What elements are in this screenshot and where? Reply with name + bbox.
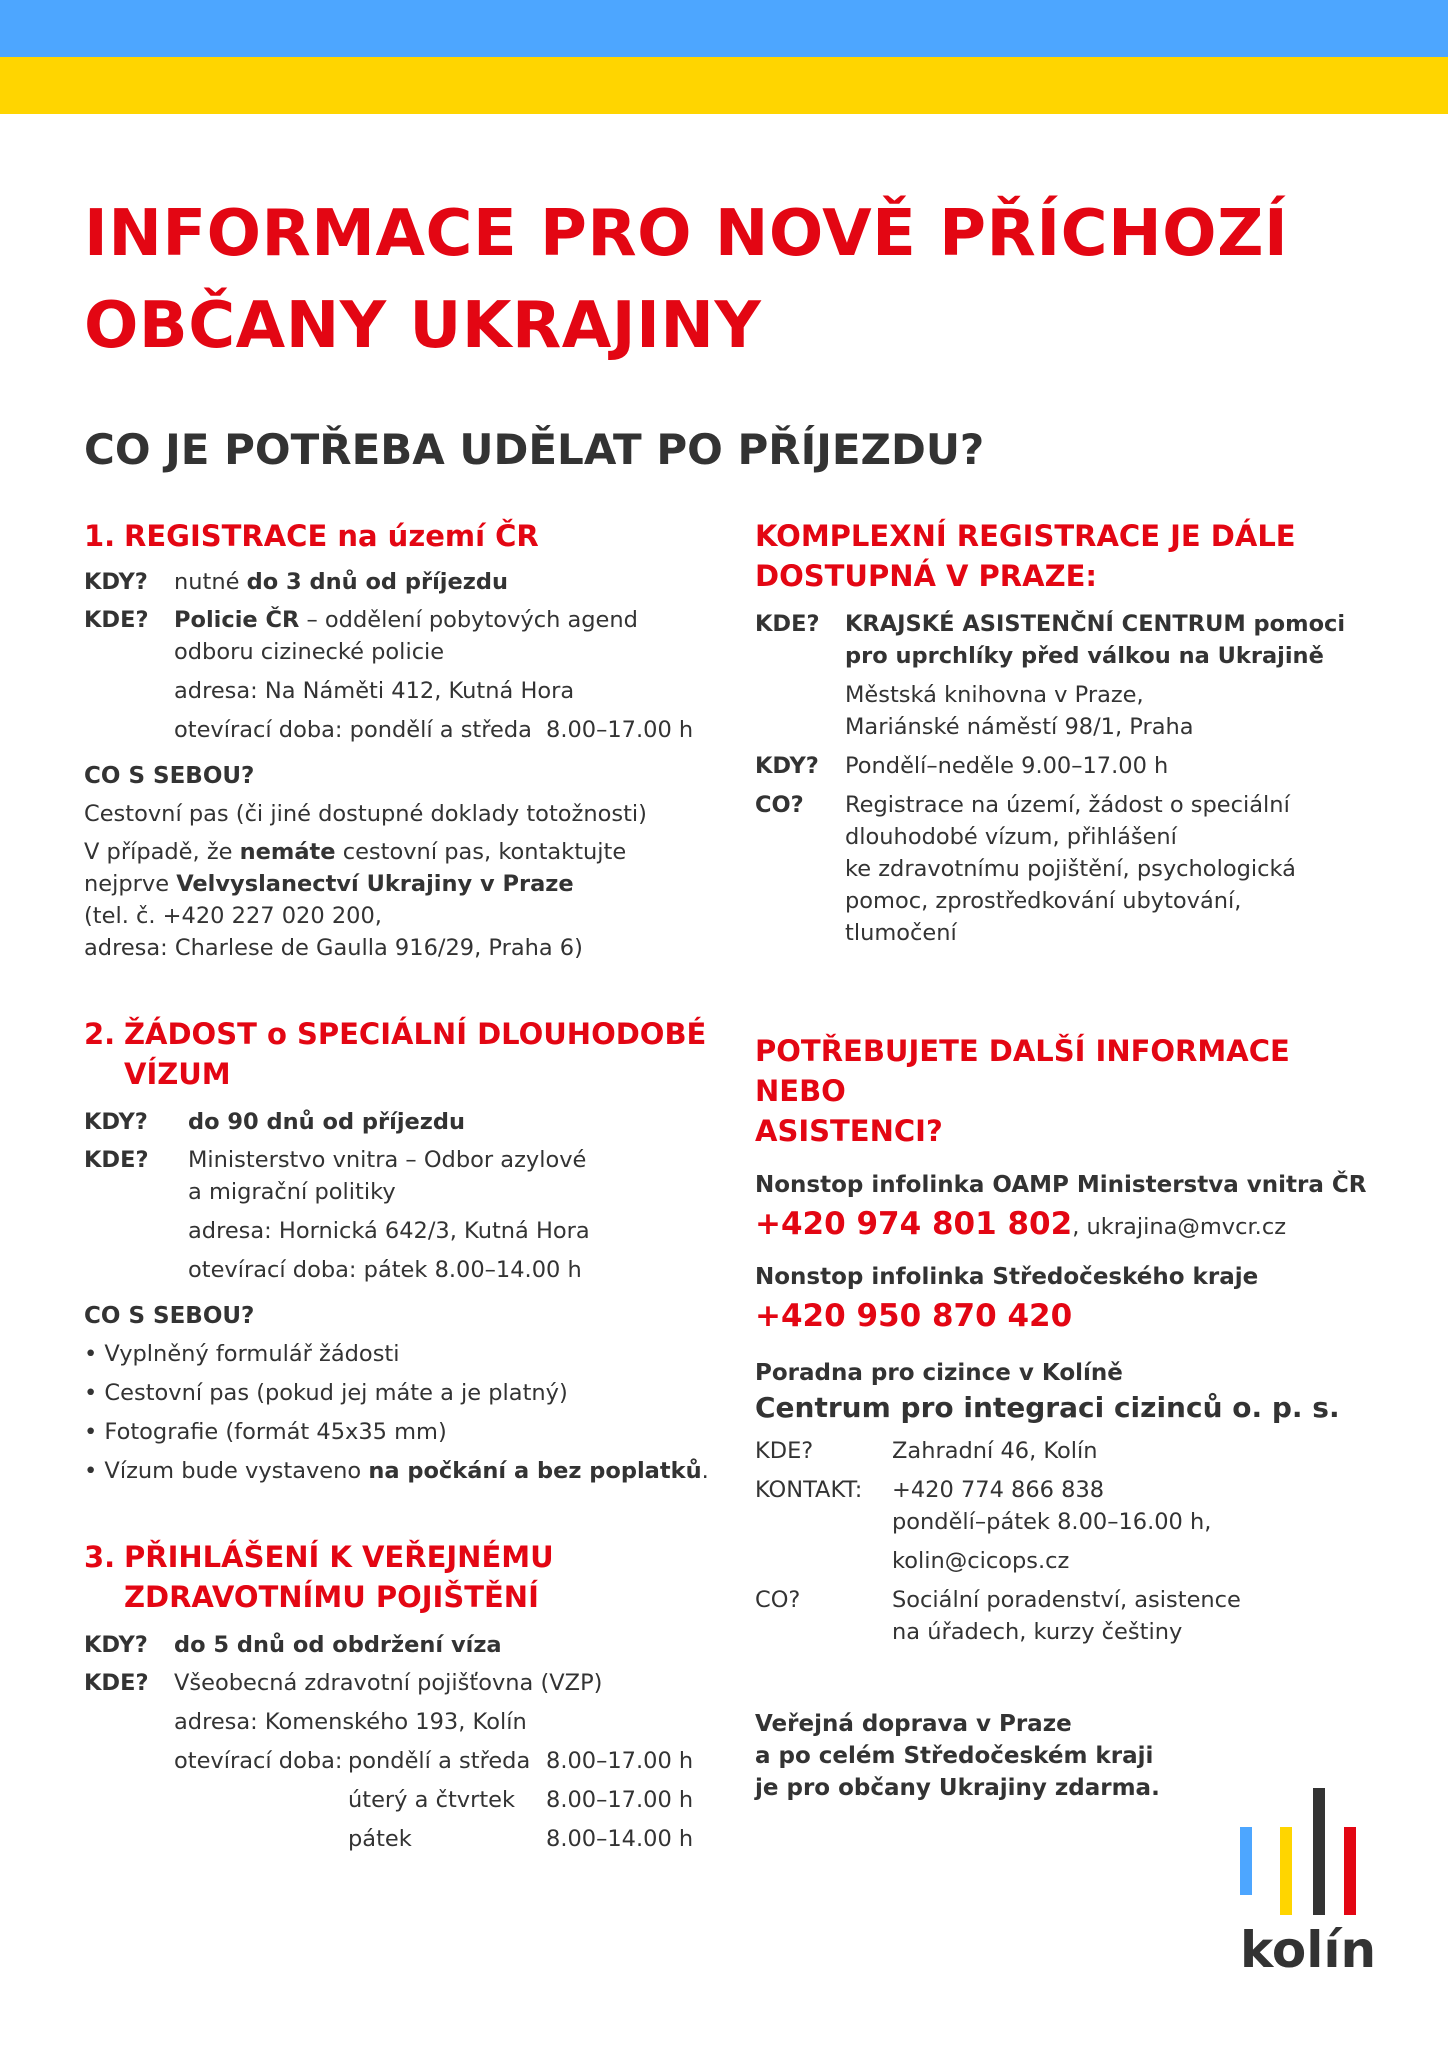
oamp-separator: , (1072, 1214, 1087, 1240)
org-address: Zahradní 46, Kolín (892, 1438, 1098, 1464)
section3-kde-row (84, 1667, 724, 1855)
kde-line1: Všeobecná zdravotní pojišťovna (VZP) (174, 1670, 603, 1696)
section1-title: REGISTRACE na území ČR (124, 519, 539, 553)
kdy-label: KDY? (84, 1109, 148, 1135)
section1-heading (84, 516, 724, 556)
hours-time: 8.00–14.00 h (546, 1826, 694, 1852)
org-co-line2: na úřadech, kurzy češtiny (892, 1619, 1183, 1645)
section1-bring-heading: CO S SEBOU? (84, 763, 255, 789)
section1-hours-days: otevírací doba: pondělí a středa (174, 717, 532, 743)
kdy-deadline: do 5 dnů od obdržení víza (174, 1632, 502, 1658)
section2-heading (84, 1014, 724, 1094)
prague-centre-line1: KRAJSKÉ ASISTENČNÍ CENTRUM pomoci (845, 611, 1346, 637)
kde-label: KDE? (84, 1147, 149, 1173)
kde-text2: odboru cizinecké policie (174, 639, 445, 665)
kde-label: KDE? (755, 611, 820, 637)
page-title-line2: OBČANY UKRAJINY (84, 289, 762, 363)
right-column (755, 516, 1375, 1804)
list-item: • Vyplněný formulář žádosti (84, 1341, 400, 1367)
hours-time: 8.00–17.00 h (546, 1748, 694, 1774)
section3-kdy-row (84, 1629, 724, 1661)
kdy-text: nutné (174, 569, 247, 595)
section2-title-line1: ŽÁDOST o SPECIÁLNÍ DLOUHODOBÉ (124, 1017, 707, 1051)
prague-co-line5: tlumočení (845, 920, 957, 946)
kdy-label: KDY? (84, 569, 148, 595)
hours-label: otevírací doba: (174, 1748, 343, 1774)
poradna-label: Poradna pro cizince v Kolíně (755, 1360, 1123, 1386)
kde-line2: a migrační politiky (188, 1179, 396, 1205)
oamp-contact (755, 1203, 1375, 1245)
logo-bar-yellow (1280, 1827, 1292, 1915)
co-label: CO? (755, 792, 804, 818)
prague-kdy-row (755, 750, 1375, 782)
org-co-row (755, 1584, 1375, 1648)
section2-title-line2: VÍZUM (124, 1057, 231, 1091)
prague-co-row (755, 789, 1375, 949)
info-heading-line1: POTŘEBUJETE DALŠÍ INFORMACE NEBO (755, 1034, 1290, 1108)
prague-centre-line2: pro uprchlíky před válkou na Ukrajině (845, 643, 1324, 669)
section1-kdy-row (84, 566, 724, 598)
bullet-emphasis: na počkání a bez poplatků (368, 1458, 702, 1484)
kde-text1: – oddělení pobytových agend (299, 607, 638, 633)
section3-title-line2: ZDRAVOTNÍMU POJIŠTĚNÍ (124, 1580, 539, 1614)
info-heading-line2: ASISTENCI? (755, 1114, 943, 1148)
logo-text: kolín (1240, 1921, 1377, 1979)
section-prague (755, 516, 1375, 949)
transport-line3: je pro občany Ukrajiny zdarma. (755, 1775, 1160, 1801)
bullet-period: . (701, 1458, 709, 1484)
prague-heading-line2: DOSTUPNÁ V PRAZE: (755, 559, 1098, 593)
section-pojisteni (84, 1537, 724, 1855)
hours-row (174, 1745, 724, 1777)
bring-emphasis: nemáte (239, 839, 336, 865)
prague-co-line2: dlouhodobé vízum, přihlášení (845, 824, 1177, 850)
section3-title-line1: PŘIHLÁŠENÍ K VEŘEJNÉMU (124, 1540, 554, 1574)
transport-line2: a po celém Středočeském kraji (755, 1743, 1154, 1769)
section-registrace (84, 516, 724, 964)
embassy-name: Velvyslanectví Ukrajiny v Praze (176, 871, 574, 897)
org-email[interactable]: kolin@cicops.cz (892, 1548, 1070, 1574)
page-title (84, 188, 1384, 372)
kdy-label: KDY? (755, 753, 819, 779)
section3-address: adresa: Komenského 193, Kolín (174, 1709, 527, 1735)
bring-text: cestovní pas, kontaktujte (335, 839, 627, 865)
section1-bring-line5: adresa: Charlese de Gaulla 916/29, Praha 6) (84, 935, 583, 961)
hours-row (174, 1784, 724, 1816)
page-title-line1: INFORMACE PRO NOVĚ PŘÍCHOZÍ (84, 197, 1289, 271)
kde-line1: Ministerstvo vnitra – Odbor azylové (188, 1147, 587, 1173)
list-item: • Fotografie (formát 45x35 mm) (84, 1419, 447, 1445)
bullet-text: • Vízum bude vystaveno (84, 1458, 369, 1484)
hours-time: 8.00–17.00 h (546, 1787, 694, 1813)
section2-number: 2. (84, 1017, 116, 1051)
section2-address: adresa: Hornická 642/3, Kutná Hora (188, 1218, 590, 1244)
section1-bring-line3 (84, 868, 724, 900)
oamp-label: Nonstop infolinka OAMP Ministerstva vnitra ČR (755, 1172, 1367, 1198)
kdy-deadline: do 3 dnů od příjezdu (246, 569, 508, 595)
prague-heading-line1: KOMPLEXNÍ REGISTRACE JE DÁLE (755, 519, 1296, 553)
hours-day: pondělí a středa (348, 1748, 531, 1774)
section1-hours-time: 8.00–17.00 h (546, 717, 694, 743)
prague-heading (755, 516, 1375, 596)
section3-heading (84, 1537, 724, 1617)
info-heading (755, 1031, 1375, 1151)
kdy-label: KDY? (84, 1632, 148, 1658)
co-label: CO? (755, 1587, 801, 1613)
kde-label: KDE? (84, 607, 149, 633)
section2-bring-heading: CO S SEBOU? (84, 1303, 255, 1329)
prague-address-line2: Mariánské náměstí 98/1, Praha (845, 714, 1194, 740)
kraj-phone[interactable]: +420 950 870 420 (755, 1298, 1073, 1334)
org-co-line1: Sociální poradenství, asistence (892, 1587, 1241, 1613)
prague-co-line3: ke zdravotnímu pojištění, psychologická (845, 856, 1296, 882)
prague-address-line1: Městská knihovna v Praze, (845, 682, 1144, 708)
prague-kde-row (755, 608, 1375, 743)
flag-stripe-yellow (0, 57, 1448, 114)
section1-number: 1. (84, 519, 116, 553)
oamp-email[interactable]: ukrajina@mvcr.cz (1086, 1214, 1287, 1240)
org-name: Centrum pro integraci cizinců o. p. s. (755, 1391, 1340, 1424)
flag-stripe-blue (0, 0, 1448, 57)
kde-label: KDE? (84, 1670, 149, 1696)
org-phone[interactable]: +420 774 866 838 (892, 1477, 1105, 1503)
oamp-phone[interactable]: +420 974 801 802 (755, 1206, 1073, 1242)
hours-day: úterý a čtvrtek (348, 1787, 516, 1813)
section1-kde-row (84, 604, 724, 746)
prague-co-line1: Registrace na území, žádost o speciální (845, 792, 1290, 818)
kontakt-label: KONTAKT: (755, 1477, 863, 1503)
bring-text: V případě, že (84, 839, 240, 865)
section2-kdy-row (84, 1106, 724, 1138)
section1-bring-line4: (tel. č. +420 227 020 200, (84, 903, 382, 929)
hours-day: pátek (348, 1826, 412, 1852)
list-item (84, 1455, 724, 1487)
section-info (755, 1031, 1375, 1804)
kdy-deadline: do 90 dnů od příjezdu (188, 1109, 466, 1135)
logo-bar-dark (1313, 1788, 1325, 1915)
kde-police: Policie ČR (174, 607, 300, 633)
section-vizum (84, 1014, 724, 1487)
hours-row (174, 1823, 724, 1855)
kde-label: KDE? (755, 1438, 814, 1464)
left-column (84, 516, 724, 1855)
prague-hours: Pondělí–neděle 9.00–17.00 h (845, 753, 1169, 779)
org-kontakt-row (755, 1474, 1375, 1577)
kraj-label: Nonstop infolinka Středočeského kraje (755, 1264, 1259, 1290)
section1-bring-line2 (84, 836, 724, 868)
section2-kde-row (84, 1144, 724, 1286)
org-kde-row (755, 1435, 1375, 1467)
section1-bring-line1: Cestovní pas (či jiné dostupné doklady totožnosti) (84, 801, 647, 827)
bring-text: nejprve (84, 871, 177, 897)
section1-address: adresa: Na Náměti 412, Kutná Hora (174, 678, 575, 704)
prague-co-line4: pomoc, zprostředkování ubytování, (845, 888, 1242, 914)
section2-hours: otevírací doba: pátek 8.00–14.00 h (188, 1257, 582, 1283)
list-item: • Cestovní pas (pokud jej máte a je platný) (84, 1380, 568, 1406)
org-hours: pondělí–pátek 8.00–16.00 h, (892, 1509, 1212, 1535)
section3-number: 3. (84, 1540, 116, 1574)
transport-line1: Veřejná doprava v Praze (755, 1711, 1072, 1737)
logo-bar-red (1344, 1827, 1356, 1915)
page-subtitle: CO JE POTŘEBA UDĚLAT PO PŘÍJEZDU? (84, 425, 985, 474)
logo-bar-blue (1240, 1827, 1252, 1895)
